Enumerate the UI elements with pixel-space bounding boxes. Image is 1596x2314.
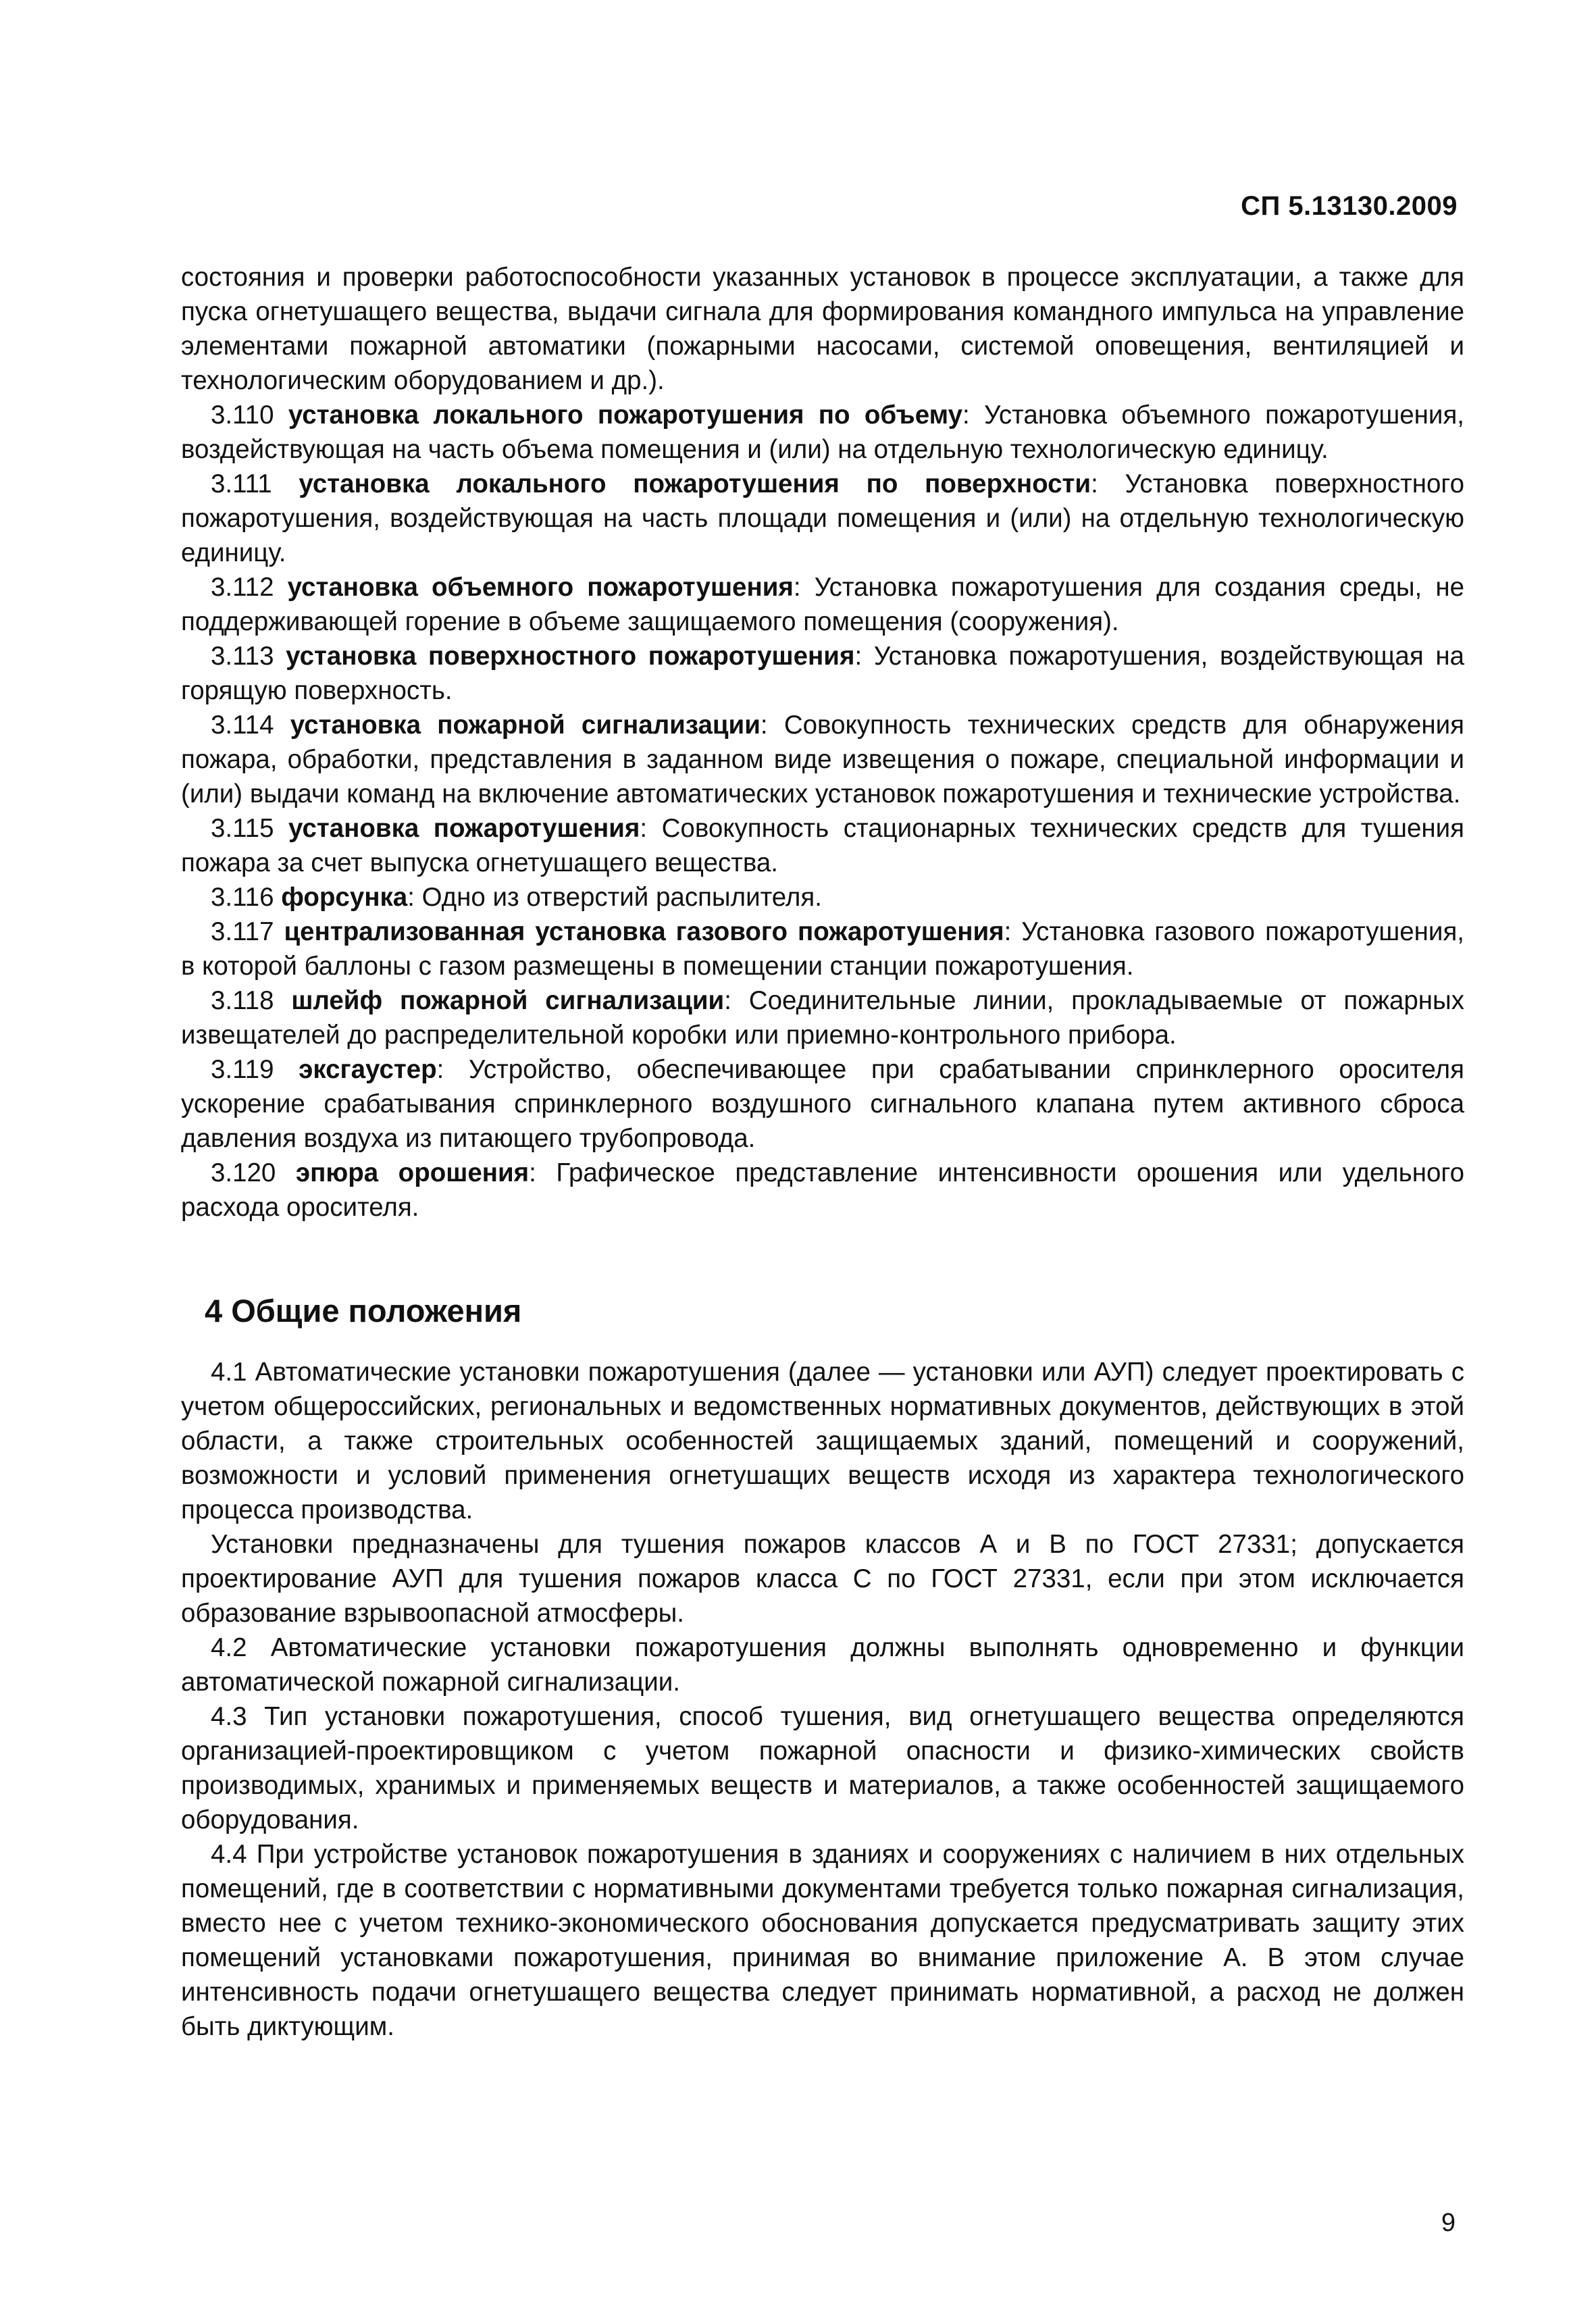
- definition-item: [181, 467, 1464, 570]
- item-term: централизованная установка газового пожаротушения: [284, 917, 1004, 946]
- item-number: 3.110: [211, 401, 274, 430]
- page-number: 9: [1441, 2209, 1456, 2237]
- item-term: установка локального пожаротушения по поверхности: [299, 469, 1091, 498]
- page-content: [181, 260, 1464, 2044]
- item-definition: : Совокупность стационарных технических средств для тушения пожара за счет выпуска огнетушащего вещества.: [181, 814, 1464, 877]
- item-number: 3.111: [211, 469, 272, 498]
- item-number: 3.116: [211, 883, 274, 912]
- item-definition: : Установка объемного пожаротушения, воздействующая на часть объема помещения и (или) на отдельную технологическую единицу.: [181, 401, 1464, 464]
- definition-item: [181, 811, 1464, 880]
- continuation-paragraph: состояния и проверки работоспособности указанных установок в процессе эксплуатации, а также для пуска огнетушащего вещества, выдачи сигнала для формирования командного импульса на управление элементами пожарной автоматики (пожарными насосами, системой оповещения, вентиляцией и технологическим оборудованием и др.).: [181, 263, 1464, 395]
- item-definition: : Установка пожаротушения, воздействующая на горящую поверхность.: [181, 642, 1465, 705]
- item-number: 3.115: [211, 814, 274, 843]
- item-definition: : Установка поверхностного пожаротушения, воздействующая на часть площади помещения и (или) на отдельную технологическую единицу.: [181, 469, 1464, 567]
- item-definition: : Соединительные линии, прокладываемые от пожарных извещателей до распределительной коробки или приемно-контрольного прибора.: [181, 986, 1464, 1050]
- item-term: шлейф пожарной сигнализации: [291, 986, 725, 1015]
- item-term: эпюра орошения: [295, 1158, 530, 1187]
- body-paragraph: 4.1 Автоматические установки пожаротушения (далее — установки или АУП) следует проектировать с учетом общероссийских, региональных и ведомственных нормативных документов, действующих в этой области, а также строительных особенностей защищаемых зданий, помещений и сооружений, возможности и условий применения огнетушащих веществ исходя из характера технологического процесса производства.: [181, 1358, 1464, 1524]
- item-number: 3.118: [211, 986, 274, 1015]
- item-number: 3.119: [211, 1055, 274, 1084]
- item-term: установка пожаротушения: [288, 814, 640, 843]
- definition-item: [181, 915, 1464, 983]
- item-definition: : Устройство, обеспечивающее при срабатывании спринклерного оросителя ускорение срабатывания спринклерного воздушного сигнального клапана путем активного сброса давления воздуха из питающего трубопровода.: [181, 1055, 1464, 1153]
- body-paragraph: 4.4 При устройстве установок пожаротушения в зданиях и сооружениях с наличием в них отдельных помещений, где в соответствии с нормативными документами требуется только пожарная сигнализация, вместо нее с учетом технико-экономического обоснования допускается предусматривать защиту этих помещений установками пожаротушения, принимая во внимание приложение А. В этом случае интенсивность подачи огнетушащего вещества следует принимать нормативной, а расход не должен быть диктующим.: [181, 1840, 1464, 2041]
- item-definition: : Одно из отверстий распылителя.: [407, 883, 822, 912]
- definition-item: [181, 570, 1464, 639]
- item-term: установка пожарной сигнализации: [290, 711, 761, 740]
- item-definition: : Графическое представление интенсивности орошения или удельного расхода оросителя.: [181, 1158, 1464, 1222]
- item-term: установка объемного пожаротушения: [287, 573, 794, 602]
- item-number: 3.114: [211, 711, 274, 740]
- item-number: 3.120: [211, 1158, 276, 1187]
- item-number: 3.117: [211, 917, 274, 946]
- definition-item: [181, 983, 1464, 1052]
- item-term: форсунка: [281, 883, 408, 912]
- definition-item: [181, 708, 1464, 811]
- item-definition: : Совокупность технических средств для обнаружения пожара, обработки, представления в заданном виде извещения о пожаре, специальной информации и (или) выдачи команд на включение автоматических установок пожаротушения и технические устройства.: [181, 711, 1464, 808]
- section-heading: 4 Общие положения: [205, 1293, 522, 1329]
- body-paragraph: 4.2 Автоматические установки пожаротушения должны выполнять одновременно и функции автоматической пожарной сигнализации.: [181, 1633, 1464, 1697]
- item-number: 3.112: [211, 573, 274, 602]
- item-definition: : Установка газового пожаротушения, в которой баллоны с газом размещены в помещении станции пожаротушения.: [181, 917, 1464, 981]
- body-paragraph: Установки предназначены для тушения пожаров классов А и В по ГОСТ 27331; допускается проектирование АУП для тушения пожаров класса С по ГОСТ 27331, если при этом исключается образование взрывоопасной атмосферы.: [181, 1530, 1464, 1628]
- item-term: установка локального пожаротушения по объему: [288, 401, 963, 430]
- definition-item: [181, 880, 1464, 915]
- document-code: СП 5.13130.2009: [1241, 191, 1458, 221]
- item-number: 3.113: [211, 642, 274, 671]
- definition-item: [181, 1052, 1464, 1156]
- definition-item: [181, 639, 1464, 708]
- definition-item: [181, 398, 1464, 467]
- item-definition: : Установка пожаротушения для создания среды, не поддерживающей горение в объеме защищаемого помещения (сооружения).: [181, 573, 1464, 636]
- item-term: установка поверхностного пожаротушения: [286, 642, 855, 671]
- definition-item: [181, 1156, 1464, 1225]
- body-paragraph: 4.3 Тип установки пожаротушения, способ тушения, вид огнетушащего вещества определяются организацией-проектировщиком с учетом пожарной опасности и физико-химических свойств производимых, хранимых и применяемых веществ и материалов, а также особенностей защищаемого оборудования.: [181, 1702, 1464, 1834]
- item-term: эксгаустер: [299, 1055, 437, 1084]
